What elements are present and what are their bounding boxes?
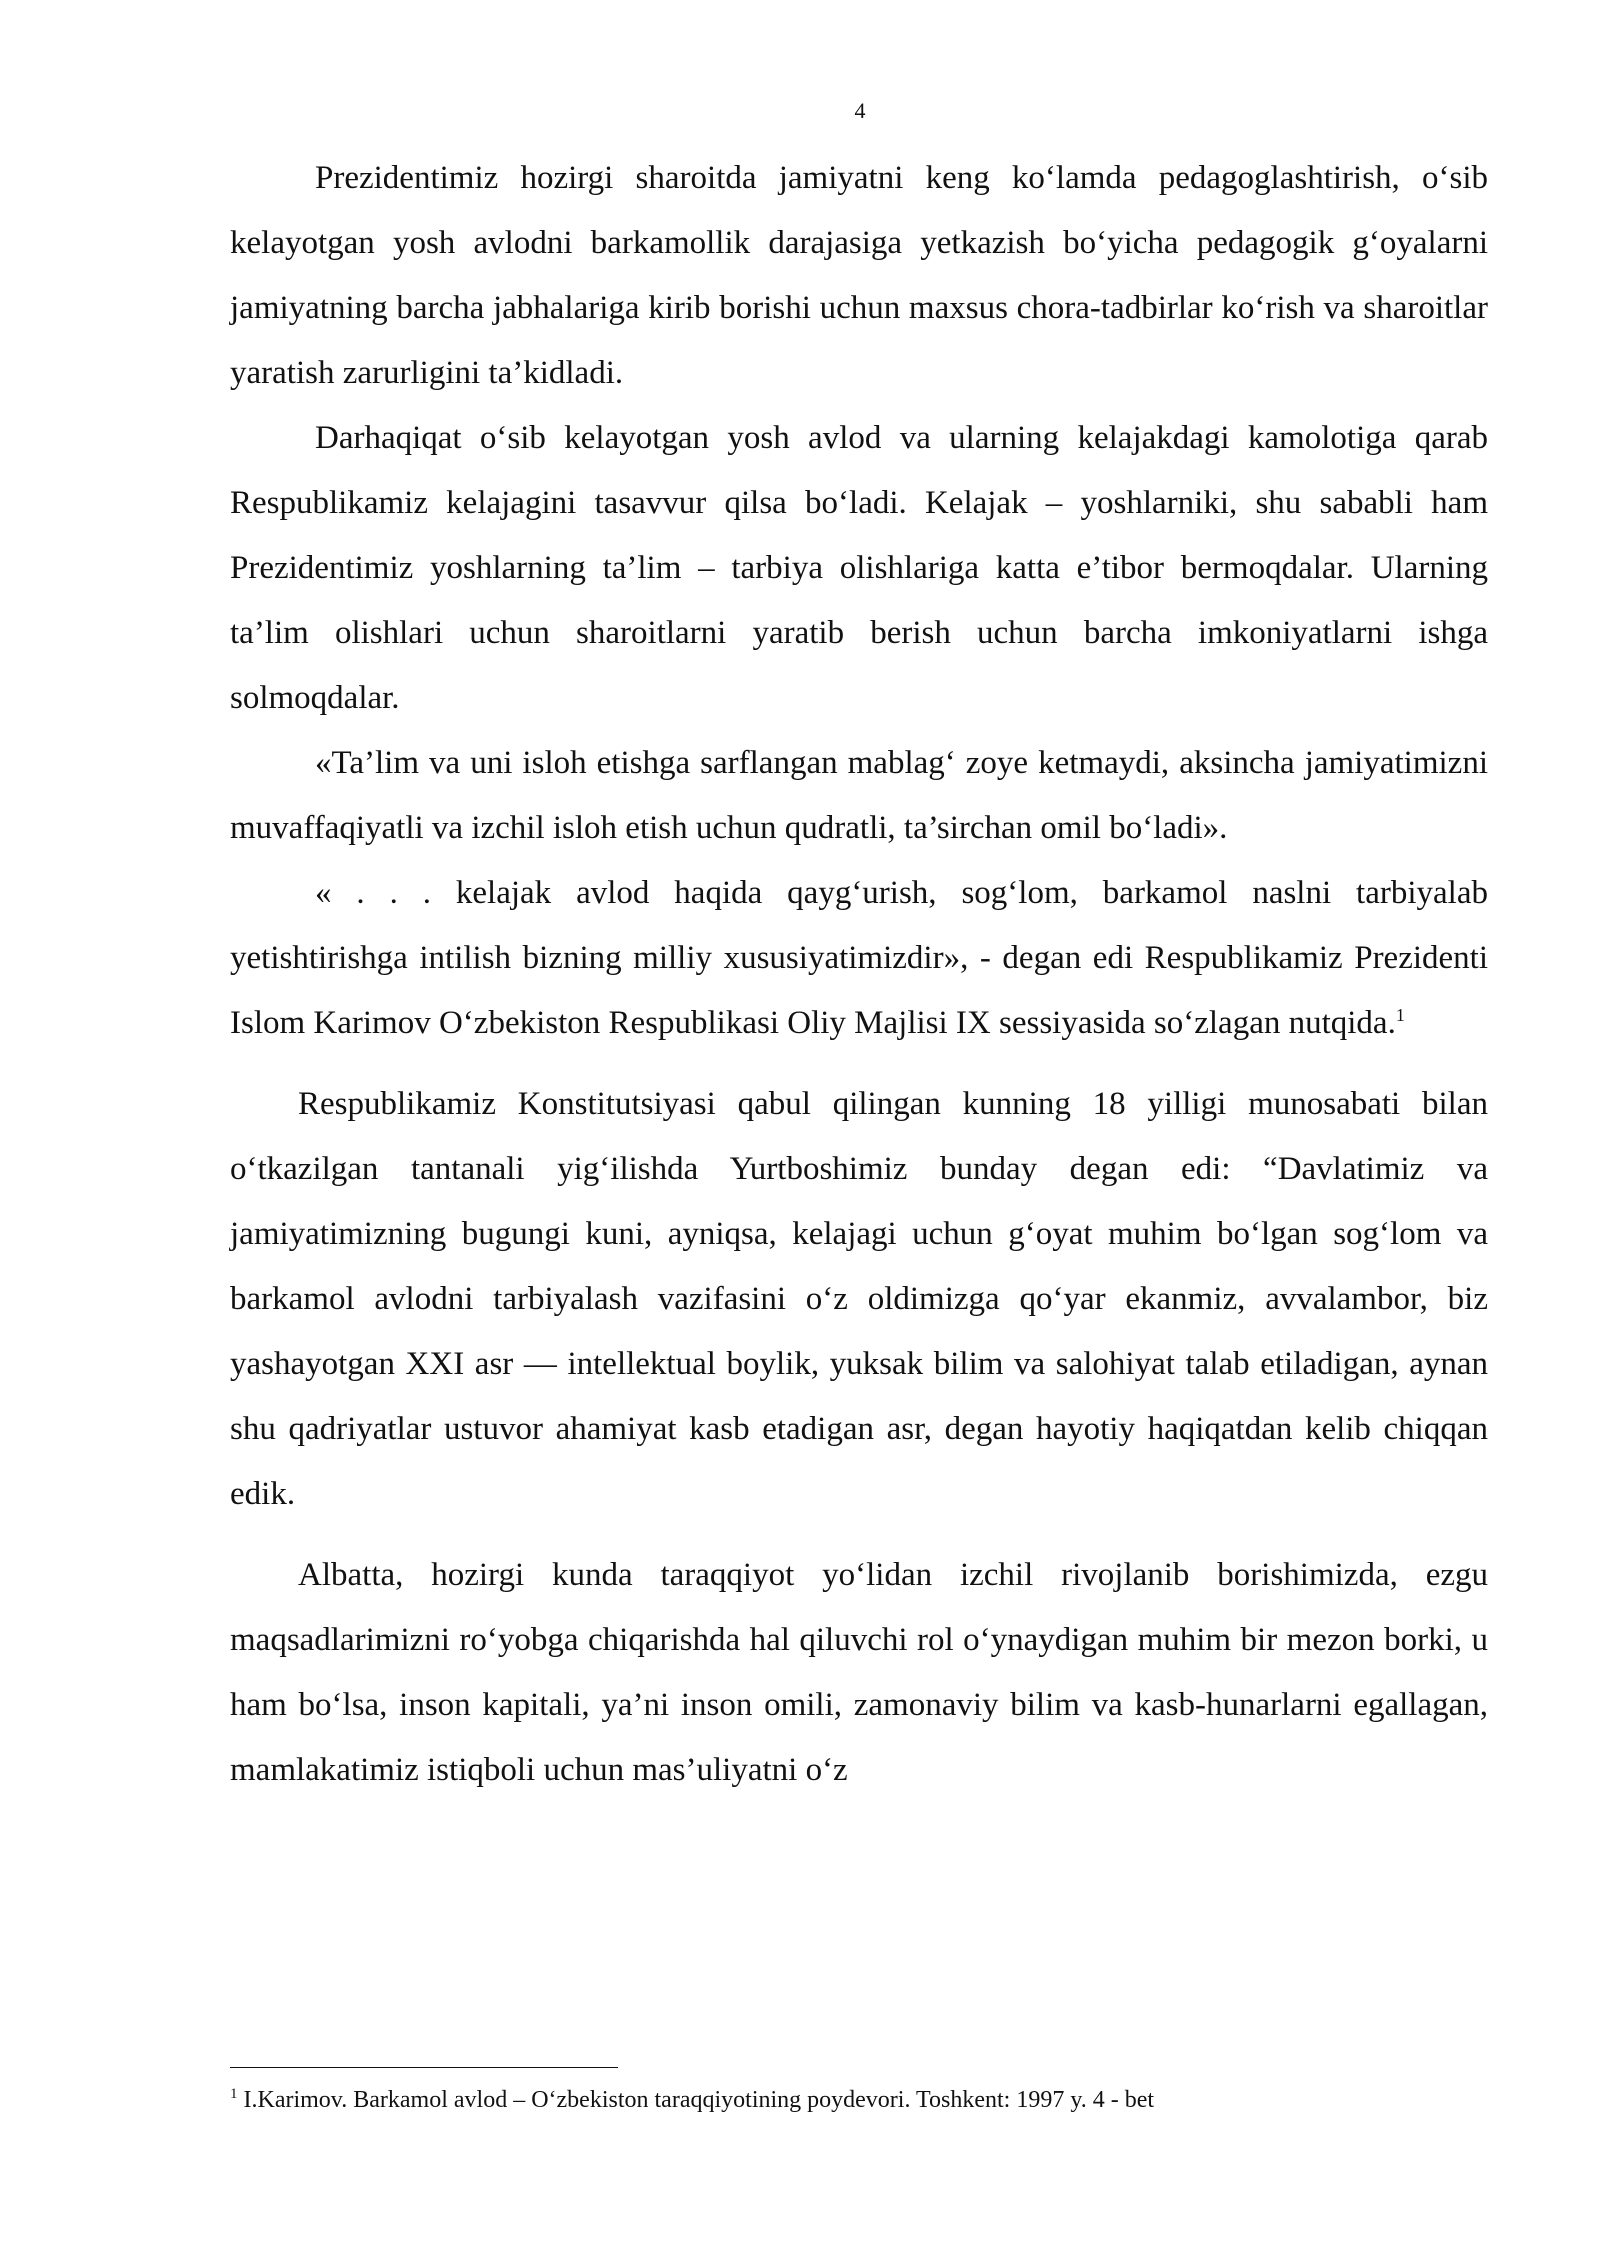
footnote-reference[interactable]: 1 <box>1395 1005 1405 1025</box>
footnote-marker: 1 <box>230 2086 238 2102</box>
body-text <box>230 146 1488 1803</box>
footnote <box>230 2084 1488 2116</box>
paragraph: Darhaqiqat o‘sib kelayotgan yosh avlod va ularning kelajakdagi kamolotiga qarab Respublikamiz kelajagini tasavvur qilsa bo‘ladi. Kelajak – yoshlarniki, shu sababli ham Prezidentimiz yoshlarning ta’lim – tarbiya olishlariga katta e’tibor bermoqdalar. Ularning ta’lim olishlari uchun sharoitlarni yaratib berish uchun barcha imkoniyatlarni ishga solmoqdalar. <box>230 420 1488 716</box>
paragraph: «Ta’lim va uni isloh etishga sarflangan mablag‘ zoye ketmaydi, aksincha jamiyatimizni muvaffaqiyatli va izchil isloh etish uchun qudratli, ta’sirchan omil bo‘ladi». <box>230 745 1488 846</box>
paragraph: Albatta, hozirgi kunda taraqqiyot yo‘lidan izchil rivojlanib borishimizda, ezgu maqsadlarimizni ro‘yobga chiqarishda hal qiluvchi rol o‘ynaydigan muhim bir mezon borki, u ham bo‘lsa, inson kapitali, ya’ni inson omili, zamonaviy bilim va kasb-hunarlarni egallagan, mamlakatimiz istiqboli uchun mas’uliyatni o‘z <box>230 1557 1488 1788</box>
paragraph: Respublikamiz Konstitutsiyasi qabul qilingan kunning 18 yilligi munosabati bilan o‘tkazilgan tantanali yig‘ilishda Yurtboshimiz bunday degan edi: “Davlatimiz va jamiyatimizning bugungi kuni, ayniqsa, kelajagi uchun g‘oyat muhim bo‘lgan sog‘lom va barkamol avlodni tarbiyalash vazifasini o‘z oldimizga qo‘yar ekanmiz, avvalambor, biz yashayotgan XXI asr — intellektual boylik, yuksak bilim va salohiyat talab etiladigan, aynan shu qadriyatlar ustuvor ahamiyat kasb etadigan asr, degan hayotiy haqiqatdan kelib chiqqan edik. <box>230 1086 1488 1512</box>
paragraph: Prezidentimiz hozirgi sharoitda jamiyatni keng ko‘lamda pedagoglashtirish, o‘sib kelayotgan yosh avlodni barkamollik darajasiga yetkazish bo‘yicha pedagogik g‘oyalarni jamiyatning barcha jabhalariga kirib borishi uchun maxsus chora-tadbirlar ko‘rish va sharoitlar yaratish zarurligini ta’kidladi. <box>230 160 1488 391</box>
quote-paragraph <box>230 861 1488 1056</box>
footnote-text: I.Karimov. Barkamol avlod – O‘zbekiston taraqqiyotining poydevori. Toshkent: 1997 y. 4 - bet <box>237 2087 1155 2113</box>
footnote-separator <box>230 2067 618 2068</box>
paragraph-text: « . . . kelajak avlod haqida qayg‘urish, sog‘lom, barkamol naslni tarbiyalab yetishtirishga intilish bizning milliy xususiyatimizdir», - degan edi Respublikamiz Prezidenti Islom Karimov O‘zbekiston Respublikasi Oliy Majlisi IX sessiyasida so‘zlagan nutqida. <box>230 875 1488 1041</box>
page-number: 4 <box>854 98 866 123</box>
